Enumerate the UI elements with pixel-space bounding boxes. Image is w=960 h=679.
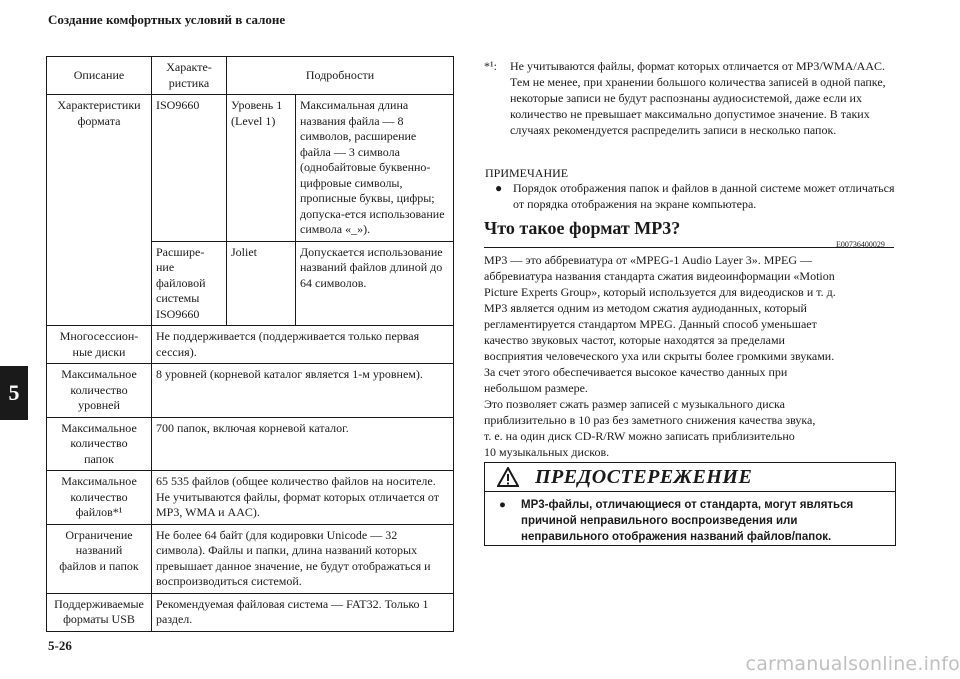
warning-triangle-icon bbox=[497, 467, 519, 487]
heading-rule bbox=[484, 247, 894, 248]
table-header-details: Подробности bbox=[227, 57, 454, 95]
mp3-paragraph: MP3 — это аббревиатура от «MPEG-1 Audio Layer 3». MPEG — аббревиатура названия стандарта сжатия видеоинформации «Motion Picture Experts Group», который используется для видеодисков и т. д. MP3 является одним из методом сжатия аудиоданных, который регламентируется стандартом MPEG. Данный способ уменьшает качество звуковых частот, которые находятся за пределами восприятия человеческого уха или скрыты более громкими звуками. За счет этого обеспечивается высокое качество данных при небольшом размере. Это позволяет сжать размер записей с музыкального диска приблизительно в 10 раз без заметного снижения качества звука, т. е. на один диск CD-R/RW можно записать приблизительно 10 музыкальных дисков. bbox=[484, 253, 836, 459]
level-detail: Максимальная длина названия файла — 8 символов, расширение файла — 3 символа (однобайтовые буквенно-цифровые символы, прописные буквы, цифры; допуска-ется использование символа «_»). bbox=[296, 95, 454, 242]
warning-header bbox=[485, 463, 895, 492]
row-label: Максимальное количество файлов*¹ bbox=[47, 471, 152, 525]
row-label: Максимальное количество уровней bbox=[47, 364, 152, 418]
table-header-description: Описание bbox=[47, 57, 152, 95]
section-heading-mp3: Что такое формат MP3? bbox=[484, 218, 681, 238]
row-detail: 8 уровней (корневой каталог является 1-м уровнем). bbox=[152, 364, 454, 418]
row-label: Ограничение названий файлов и папок bbox=[47, 524, 152, 593]
table-row bbox=[47, 524, 454, 593]
footnote bbox=[484, 58, 894, 138]
row-detail: Не более 64 байт (для кодировки Unicode — 32 символа). Файлы и папки, длина названий которых превышает данное значение, не будут отображаться и воспроизводиться системой. bbox=[152, 524, 454, 593]
warning-box bbox=[484, 462, 896, 546]
row-label: Максимальное количество папок bbox=[47, 417, 152, 471]
footnote-text: Не учитываются файлы, формат которых отличается от MP3/WMA/AAC. Тем не менее, при хранении большого количества записей в одной папке, некоторые записи не будут распознаны аудиосистемой, даже если их количество не превышает максимально допустимое значение. В таких случаях рекомендуется распределить записи в несколько папок. bbox=[510, 59, 886, 137]
table-header-row bbox=[47, 57, 454, 95]
format-label: Характеристики формата bbox=[47, 95, 152, 326]
note-text: Порядок отображения папок и файлов в данной системе может отличаться от порядка отображения на экране компьютера. bbox=[513, 181, 895, 211]
table-row bbox=[47, 364, 454, 418]
iso-label: ISO9660 bbox=[152, 95, 227, 242]
joliet-detail: Допускается использование названий файлов длиной до 64 символов. bbox=[296, 241, 454, 326]
watermark: carmanualsonline.info bbox=[745, 653, 960, 675]
row-label: Поддерживаемые форматы USB bbox=[47, 593, 152, 631]
table-row bbox=[47, 593, 454, 631]
table-header-characteristic: Характе- ристика bbox=[152, 57, 227, 95]
table-row bbox=[47, 471, 454, 525]
page-number: 5-26 bbox=[48, 638, 72, 653]
bullet-icon: ● bbox=[495, 181, 503, 195]
note-heading: ПРИМЕЧАНИЕ bbox=[485, 166, 569, 180]
row-detail: 700 папок, включая корневой каталог. bbox=[152, 417, 454, 471]
page-header-title: Создание комфортных условий в салоне bbox=[48, 12, 286, 27]
joliet-label: Joliet bbox=[227, 241, 296, 326]
section-code: E00736400029 bbox=[836, 240, 885, 249]
row-detail: Рекомендуемая файловая система — FAT32. Только 1 раздел. bbox=[152, 593, 454, 631]
row-label: Многосессион- ные диски bbox=[47, 326, 152, 364]
section-tab: 5 bbox=[0, 366, 28, 420]
warning-title: ПРЕДОСТЕРЕЖЕНИЕ bbox=[535, 465, 753, 488]
note-item bbox=[495, 180, 895, 212]
table-row bbox=[47, 326, 454, 364]
mp3-spec-table bbox=[46, 56, 454, 632]
bullet-icon: ● bbox=[499, 499, 506, 511]
table-row bbox=[47, 417, 454, 471]
extension-label: Расшире- ние файловой системы ISO9660 bbox=[152, 241, 227, 326]
row-detail: 65 535 файлов (общее количество файлов на носителе. Не учитываются файлы, формат которых отличается от MP3, WMA и AAC). bbox=[152, 471, 454, 525]
warning-text: MP3-файлы, отличающиеся от стандарта, могут являться причиной неправильного воспроизведения или неправильного отображения названий файлов/папок. bbox=[521, 499, 854, 543]
table-row bbox=[47, 95, 454, 242]
warning-body bbox=[499, 497, 885, 545]
level-label: Уровень 1 (Level 1) bbox=[227, 95, 296, 242]
row-detail: Не поддерживается (поддерживается только первая сессия). bbox=[152, 326, 454, 364]
footnote-mark: *¹: bbox=[484, 59, 497, 73]
